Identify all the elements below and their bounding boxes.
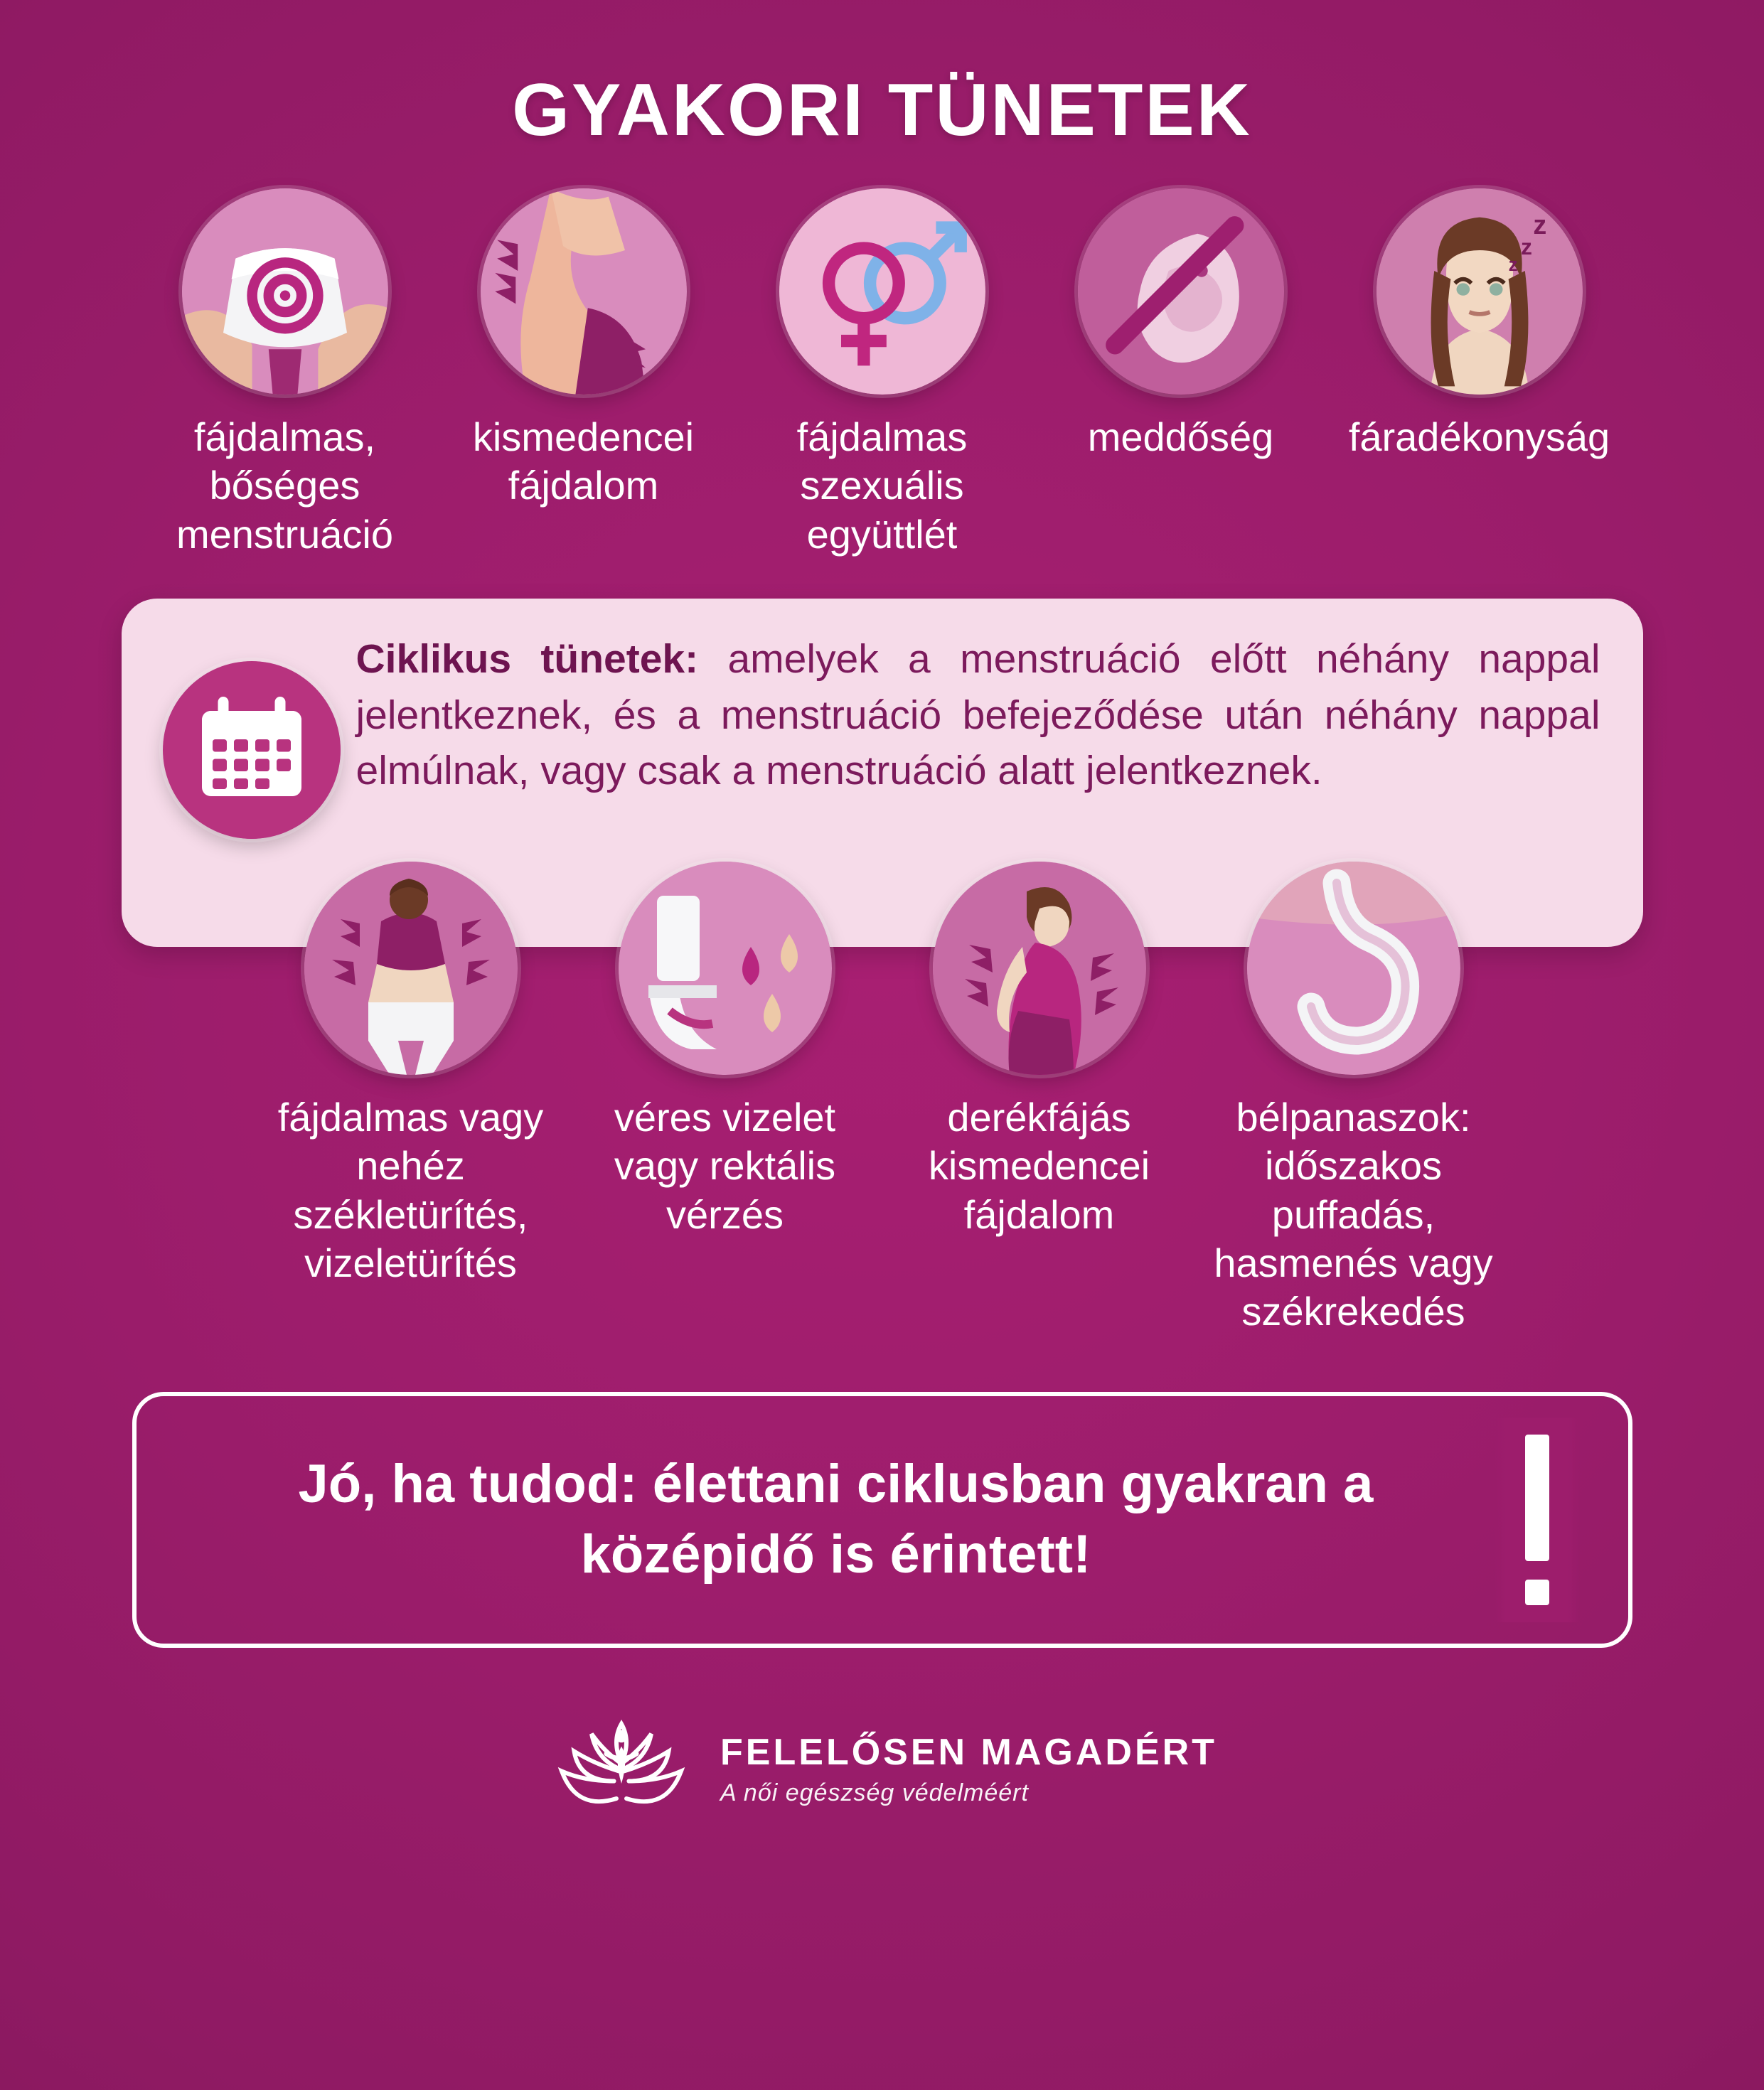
menstrual-pad-icon xyxy=(182,188,388,395)
symptom-label: fáradékonyság xyxy=(1348,414,1610,459)
fatigue-sleep-icon xyxy=(1377,188,1583,395)
tip-box xyxy=(132,1392,1632,1648)
symptom-item xyxy=(747,188,1017,559)
calendar-icon xyxy=(163,661,341,839)
symptom-label: kismedencei fájdalom xyxy=(472,414,695,508)
svg-text:z: z xyxy=(1520,233,1532,259)
symptom-item xyxy=(1212,862,1496,1336)
note-paragraph xyxy=(356,631,1600,799)
symptom-item xyxy=(1345,188,1615,461)
footer-text xyxy=(720,1731,1217,1807)
symptom-label: véres vizelet vagy rektális vérzés xyxy=(614,1094,836,1237)
symptom-label: meddőség xyxy=(1087,414,1274,459)
page-title: GYAKORI TÜNETEK xyxy=(512,69,1252,151)
symptom-item xyxy=(897,862,1182,1239)
tip-text: Jó, ha tudod: élettani ciklusban gyakran a középidő is érintett! xyxy=(298,1453,1374,1585)
symptom-item xyxy=(1046,188,1316,461)
symptom-item xyxy=(583,862,867,1239)
symptom-item xyxy=(449,188,719,510)
lotus-woman-logo-icon xyxy=(547,1709,696,1830)
pelvic-pain-icon xyxy=(481,188,687,395)
tip-callout xyxy=(132,1392,1632,1648)
exclamation-dot xyxy=(1525,1580,1549,1605)
top-symptoms-row xyxy=(0,188,1764,559)
symptom-item xyxy=(150,188,420,559)
note-lead: Ciklikus tünetek: xyxy=(356,636,699,682)
svg-text:z: z xyxy=(1508,254,1518,275)
exclamation-bar xyxy=(1525,1435,1549,1561)
footer-logo xyxy=(0,1709,1764,1830)
footer-brand: FELELŐSEN MAGADÉRT xyxy=(720,1732,1217,1773)
symptom-label: derékfájás kismedencei fájdalom xyxy=(928,1094,1150,1237)
svg-text:z: z xyxy=(1532,209,1546,240)
symptom-label: fájdalmas szexuális együttlét xyxy=(796,414,968,557)
note-body: amelyek a menstruáció előtt néhány nappal jelentkeznek, és a menstruáció befejeződése után néhány nappal elmúlnak, vagy csak a menstruáció alatt jelentkeznek. xyxy=(356,636,1600,794)
symptom-label: bélpanaszok: időszakos puffadás, hasmenés vagy székrekedés xyxy=(1214,1094,1493,1334)
toilet-difficulty-icon xyxy=(304,862,518,1075)
symptom-item xyxy=(269,862,553,1287)
symptom-label: fájdalmas vagy nehéz székletürítés, vizeletürítés xyxy=(277,1094,544,1285)
footer-tagline: A női egészség védelméért xyxy=(720,1779,1029,1806)
infertility-icon xyxy=(1078,188,1284,395)
symptom-label: fájdalmas, bőséges menstruáció xyxy=(176,414,394,557)
exclamation-mark-icon xyxy=(1495,1418,1580,1622)
lower-back-pain-icon xyxy=(933,862,1146,1075)
bottom-symptoms-row xyxy=(0,862,1764,1336)
gender-symbols-icon xyxy=(779,188,985,395)
bowel-stomach-icon xyxy=(1247,862,1460,1075)
blood-in-urine-icon xyxy=(619,862,832,1075)
